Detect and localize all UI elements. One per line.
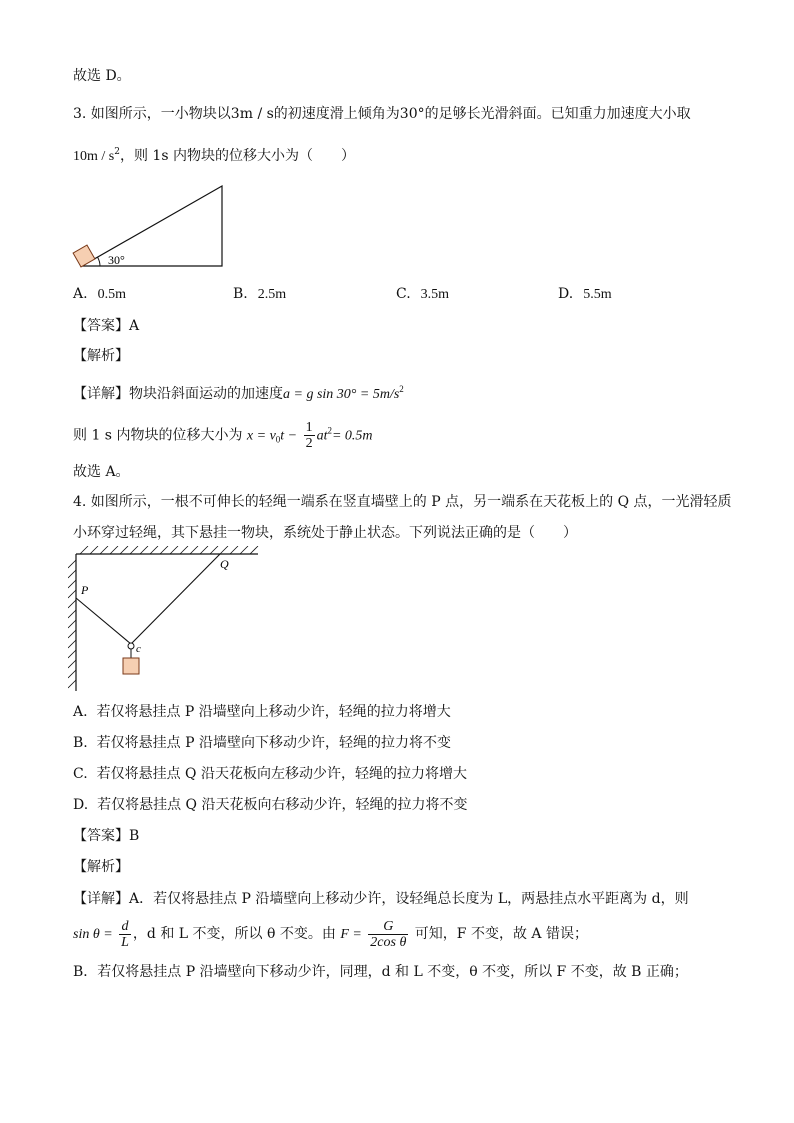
option-letter: A.: [73, 286, 88, 302]
q4-detail-line1: [73, 889, 689, 909]
detail-text: A．若仅将悬挂点 P 沿墙壁向上移动少许，设轻绳总长度为 L，两悬挂点水平距离为 d，则: [129, 891, 689, 907]
q3-accel-value: 10m / s: [73, 149, 115, 164]
answer-value: B: [129, 828, 140, 844]
option-text: 0.5m: [97, 287, 126, 302]
option-text: 若仅将悬挂点 Q 沿天花板向右移动少许，轻绳的拉力将不变: [97, 797, 468, 813]
force-f: F =: [340, 927, 362, 942]
option-text: 若仅将悬挂点 P 沿墙壁向上移动少许，轻绳的拉力将增大: [96, 704, 451, 720]
g-over-cos-fraction: [368, 919, 408, 950]
q4-detail-line2: [73, 917, 588, 952]
option-text: 若仅将悬挂点 P 沿墙壁向下移动少许，轻绳的拉力将不变: [96, 735, 451, 751]
q3-displacement: [73, 420, 373, 452]
q3-option-d: [558, 286, 612, 303]
q4-stem-line2: 小环穿过轻绳，其下悬挂一物块，系统处于静止状态。下列说法正确的是（ ）: [73, 525, 577, 541]
detail-eq-sup: 2: [399, 384, 404, 394]
option-text: 5.5m: [583, 287, 612, 302]
disp-eq-at: at: [316, 428, 328, 444]
answer-value: A: [129, 318, 140, 334]
option-letter: C.: [396, 286, 411, 302]
incline-triangle: [82, 186, 222, 266]
detail-tag: 【详解】: [73, 386, 129, 402]
detail-tag: 【详解】: [73, 891, 129, 907]
q3-accel-sup: 2: [114, 147, 120, 157]
label-q: Q: [220, 557, 229, 571]
disp-eq-sup: 2: [327, 425, 332, 436]
d-over-l-fraction: [119, 919, 131, 950]
incline-figure: [70, 182, 230, 272]
sin-theta: sin θ =: [73, 927, 113, 942]
q4-detail-line3: B．若仅将悬挂点 P 沿墙壁向下移动少许，同理，d 和 L 不变，θ 不变，所以 F 不变，故 B 正确；: [73, 964, 688, 980]
disp-eq-t: t −: [280, 428, 298, 444]
displacement-text: 则 1 s 内物块的位移大小为: [73, 427, 243, 444]
q3-option-a: [73, 286, 126, 303]
fraction-denominator: L: [121, 934, 129, 950]
answer-tag: 【答案】: [73, 828, 129, 844]
wall-hatching: [68, 560, 76, 688]
fraction-denominator: 2: [305, 436, 313, 451]
option-text: 2.5m: [257, 287, 287, 302]
angle-arc: [98, 257, 100, 266]
rope-left: [76, 598, 131, 644]
answer-tag: 【答案】: [73, 318, 129, 334]
prev-conclusion: 故选 D。: [73, 68, 131, 84]
disp-eq-x: x = v: [246, 428, 276, 444]
q3-stem-question: ，则 1s 内物块的位移大小为（ ）: [119, 148, 355, 164]
detail-mid-text: ，d 和 L 不变，所以 θ 不变。由: [132, 926, 336, 942]
option-letter: C.: [73, 766, 88, 782]
detail-text: 物块沿斜面运动的加速度: [129, 386, 283, 402]
rope-right: [131, 554, 220, 644]
ceiling-hatching: [80, 546, 258, 554]
half-fraction: [304, 420, 315, 451]
option-letter: D.: [73, 797, 89, 813]
q4-option-a: [73, 702, 451, 722]
q3-option-c: [396, 286, 449, 303]
detail-end-text: 可知，F 不变，故 A 错误；: [414, 926, 588, 942]
fraction-numerator: 1: [305, 420, 313, 435]
q4-option-d: [73, 795, 467, 815]
option-text: 3.5m: [420, 287, 450, 302]
rope-figure: [68, 546, 268, 694]
q3-analysis-tag: 【解析】: [73, 348, 129, 364]
q3-stem-line1: 3. 如图所示，一小物块以3m / s的初速度滑上倾角为30°的足够长光滑斜面。已知重力加速度大小取: [73, 106, 691, 122]
fraction-numerator: d: [119, 919, 131, 935]
disp-eq-sub: 0: [275, 434, 281, 445]
detail-equation: a = g sin 30° = 5m/s: [283, 387, 400, 402]
fraction-numerator: G: [368, 919, 408, 935]
q4-stem-line1: 4. 如图所示，一根不可伸长的轻绳一端系在竖直墙壁上的 P 点，另一端系在天花板上的 Q 点，一光滑轻质: [73, 494, 732, 510]
option-letter: B.: [233, 286, 248, 302]
option-letter: B.: [73, 735, 88, 751]
q4-answer: [73, 826, 139, 846]
q3-detail: [73, 384, 404, 405]
block-on-incline: [73, 245, 95, 267]
label-p: P: [81, 583, 89, 597]
ring: [128, 643, 134, 649]
option-letter: D.: [558, 286, 574, 302]
q4-option-c: [73, 764, 467, 784]
angle-label: 30°: [108, 253, 125, 267]
disp-eq-result: = 0.5m: [331, 428, 373, 444]
q3-stem-line2: [73, 146, 355, 167]
fraction-denominator: 2cos θ: [370, 934, 407, 950]
q3-conclusion: 故选 A。: [73, 464, 130, 480]
q4-analysis-tag: 【解析】: [73, 859, 129, 875]
option-text: 若仅将悬挂点 Q 沿天花板向左移动少许，轻绳的拉力将增大: [96, 766, 467, 782]
q4-option-b: [73, 733, 451, 753]
label-c: c: [136, 643, 141, 655]
option-letter: A.: [73, 704, 88, 720]
q3-answer: [73, 316, 139, 336]
q3-option-b: [233, 286, 286, 303]
hanging-block: [123, 658, 139, 674]
